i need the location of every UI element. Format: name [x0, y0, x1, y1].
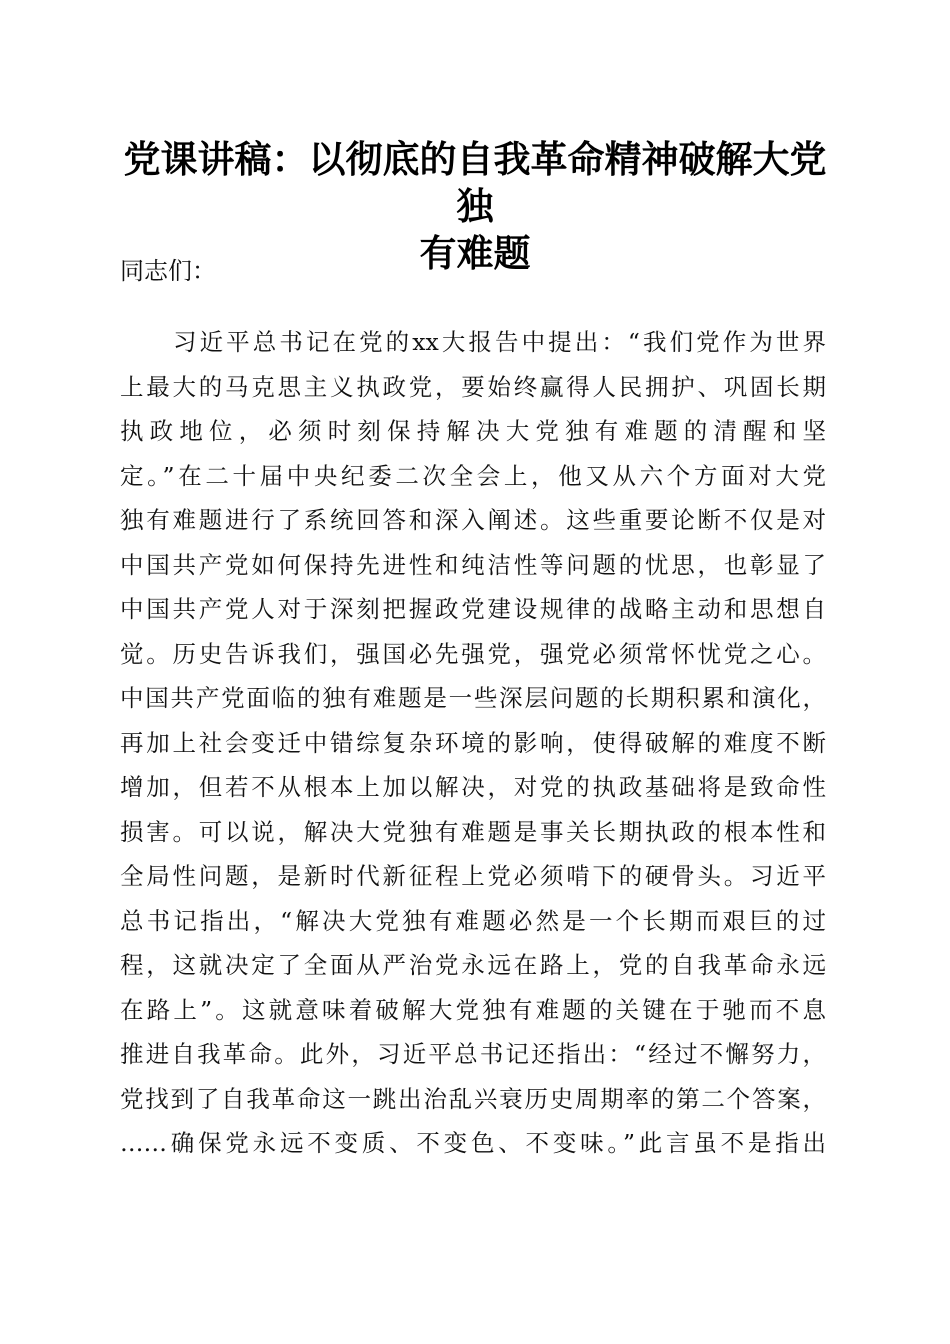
- text-line: 执政地位，必须时刻保持解决大党独有难题的清醒和坚: [120, 417, 826, 445]
- document-title: [110, 136, 840, 277]
- text-line: 总书记指出，“解决大党独有难题必然是一个长期而艰巨的过: [120, 906, 826, 935]
- text-line: 推进自我革命。此外，习近平总书记还指出：“经过不懈努力，: [120, 1040, 826, 1068]
- text-line: 上最大的马克思主义执政党，要始终赢得人民拥护、巩固长期: [120, 372, 826, 401]
- text-line: 中国共产党面临的独有难题是一些深层问题的长期积累和演化，: [120, 684, 826, 712]
- text-line: 觉。历史告诉我们，强国必先强党，强党必须常怀忧党之心。: [120, 639, 826, 668]
- text-line: 习近平总书记在党的xx大报告中提出：“我们党作为世界: [173, 328, 826, 356]
- text-line: ……确保党永远不变质、不变色、不变味。”此言虽不是指出: [120, 1129, 826, 1157]
- text-line: 定。”在二十届中央纪委二次全会上，他又从六个方面对大党: [120, 461, 826, 490]
- salutation: 同志们：: [120, 257, 216, 285]
- text-line: 增加，但若不从根本上加以解决，对党的执政基础将是致命性: [120, 773, 826, 801]
- text-line: 中国共产党人对于深刻把握政党建设规律的战略主动和思想自: [120, 595, 826, 623]
- text-line: 全局性问题，是新时代新征程上党必须啃下的硬骨头。习近平: [120, 862, 826, 890]
- text-line: 中国共产党如何保持先进性和纯洁性等问题的忧思，也彰显了: [120, 550, 826, 579]
- text-line: 再加上社会变迁中错综复杂环境的影响，使得破解的难度不断: [120, 728, 826, 757]
- text-line: 程，这就决定了全面从严治党永远在路上，党的自我革命永远: [120, 951, 826, 979]
- body-paragraph: [120, 320, 826, 1166]
- text-line: 党找到了自我革命这一跳出治乱兴衰历史周期率的第二个答案，: [120, 1084, 826, 1113]
- title-line-1: 党课讲稿：以彻底的自我革命精神破解大党独: [123, 137, 827, 228]
- text-line: 损害。可以说，解决大党独有难题是事关长期执政的根本性和: [120, 817, 826, 846]
- text-line: 独有难题进行了系统回答和深入阐述。这些重要论断不仅是对: [120, 506, 826, 534]
- text-line: 在路上”。这就意味着破解大党独有难题的关键在于驰而不息: [120, 995, 826, 1024]
- title-line-2: 有难题: [419, 231, 531, 275]
